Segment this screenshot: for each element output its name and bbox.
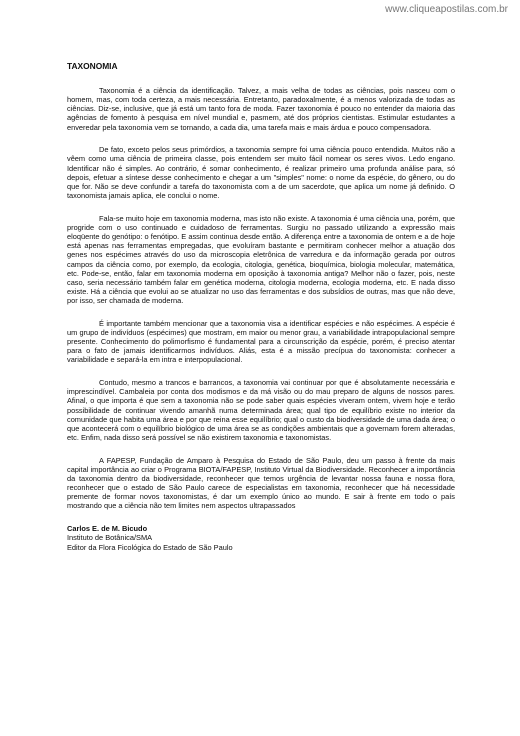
document-title: TAXONOMIA	[67, 61, 118, 71]
paragraph-5: Contudo, mesmo a trancos e barrancos, a taxonomia vai continuar por que é absolutamente necessária e imprescindível. Cambaleia por conta dos modismos e da má visão ou do mau preparo de alguns de nossos pares. Afinal, o que importa é que sem a taxonomia não se pode saber quais espécies viveram ontem, vivem hoje e terão possibilidade de continuar vivendo amanhã numa determinada área; qual tipo de equilíbrio existe no interior da comunidade que habita uma área e por que reina esse equilíbrio; qual o custo da biodiversidade de uma dada área; o que acontecerá com o equilíbrio biológico de uma área se as condições ambientais que a governam forem alteradas, etc. Enfim, nada disso será possível se não existirem taxonomia e taxonomistas.	[67, 378, 455, 442]
paragraph-1: Taxonomia é a ciência da identificação. Talvez, a mais velha de todas as ciências, pois nasceu com o homem, mas, com toda certeza, a mais necessária. Entretanto, paradoxalmente, é a menos valorizada de todas as ciências. Diz-se, inclusive, que já está um tanto fora de moda. Fazer taxonomia é pouco no entender da maioria das agências de fomento à pesquisa em nível mundial e, pasmem, até dos próprios cientistas. Estimular estudantes a enveredar pela taxonomia vem se tornando, a cada dia, uma tarefa mais e mais árdua e pouco compensadora.	[67, 86, 455, 132]
signature-block	[67, 524, 455, 552]
paragraph-4: É importante também mencionar que a taxonomia visa a identificar espécies e não espécimes. A espécie é um grupo de indivíduos (espécimes) que mostram, em maior ou menor grau, a variabilidade intrapopulacional sempre presente. Conhecimento do polimorfismo é fundamental para a circunscrição da espécie, porém, é preciso atentar para o fato de jamais identificarmos indivíduos. Aliás, esta é a missão precípua do taxonomista: conhecer a variabilidade e separá-la em intra e interpopulacional.	[67, 318, 455, 365]
site-header-url[interactable]: www.cliqueapostilas.com.br	[385, 4, 508, 15]
author-institution: Instituto de Botânica/SMA	[67, 533, 153, 543]
paragraph-6: A FAPESP, Fundação de Amparo à Pesquisa do Estado de São Paulo, deu um passo à frente da mais capital importância ao criar o Programa BIOTA/FAPESP, Instituto Virtual da Biodiversidade. Reconhecer a importância da taxonomia dentro da biodiversidade, reconhecer que temos urgência de levantar nossa fauna e nossa flora, reconhecer que o estado de São Paulo carece de especialistas em taxonomia, reconhecer que há necessidade premente de formar novos taxonomistas, é dar um exemplo único ao mundo. E sair à frente em todo o país mostrando que a ciência não tem limites nem aspectos ultrapassados	[67, 455, 455, 511]
paragraph-3: Fala-se muito hoje em taxonomia moderna, mas isto não existe. A taxonomia é uma ciência una, porém, que progride com o uso continuado e cuidadoso de ferramentas. Surgiu no passado utilizando a expressão mais eloqüente do genótipo: o fenótipo. E assim continua desde então. A diferença entre a taxonomia de ontem e a de hoje está apenas nas ferramentas empregadas, que evoluíram bastante e permitiram conhecer melhor a atuação dos genes nos espécimes através do uso da microscopia eletrônica de varredura e da informação gerada por outros campos da ciência como, por exemplo, da ecologia, citologia, genética, bioquímica, biologia molecular, matemática, etc. Pode-se, então, falar em taxonomia moderna em oposição à taxonomia antiga? Melhor não o fazer, pois, neste caso, seria necessário também falar em genética moderna, citologia moderna, ecologia moderna, etc. E nada disso existe. Há a ciência que evolui ao se atualizar no uso das ferramentas e dos subsídios de outras, mas que não deve, por isso, ser chamada de moderna.	[67, 213, 455, 306]
author-role: Editor da Flora Ficológica do Estado de São Paulo	[67, 542, 233, 552]
paragraph-2: De fato, exceto pelos seus primórdios, a taxonomia sempre foi uma ciência pouco entendida. Muitos não a vêem como uma ciência de primeira classe, pois entendem ser muito fácil nomear os seres vivos. Ledo engano. Identificar não é simples. Ao contrário, é somar conhecimento, é realizar primeiro uma profunda análise para, só depois, efetuar a síntese desse conhecimento e chegar a um "simples" nome: o nome da espécie, do gênero, ou do que for. Não se deve confundir a tarefa do taxonomista com a de um sacerdote, que aplica um nome já definido. O taxonomista jamais aplica, ele conclui o nome.	[67, 145, 455, 201]
document-page	[67, 61, 455, 552]
author-name: Carlos E. de M. Bicudo	[67, 524, 148, 534]
